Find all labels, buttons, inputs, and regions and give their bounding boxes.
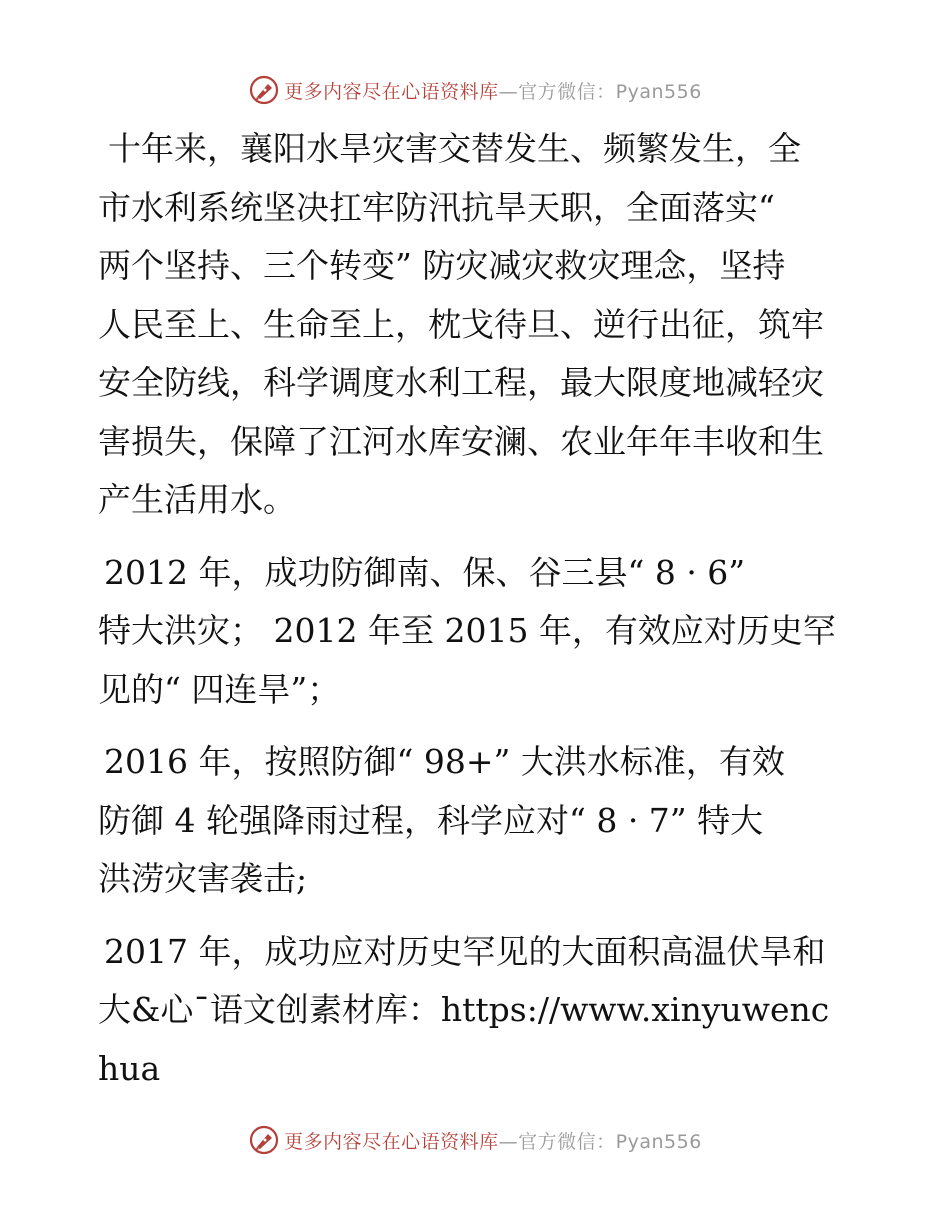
paragraph-2017: 2017 年，成功应对历史罕见的大面积高温伏旱和 大&心¯语文创素材库：https://www.xinyuwenchua — [98, 931, 830, 1088]
header-banner — [0, 72, 950, 108]
footer-wechat: —官方微信：Pyan556 — [498, 1130, 702, 1153]
document-body — [98, 120, 850, 1098]
footer-site-name: 更多内容尽在心语资料库 — [284, 1130, 499, 1153]
pen-nib-logo-icon — [248, 1124, 280, 1156]
pen-nib-logo-icon — [248, 74, 280, 106]
paragraph-intro: 十年来，襄阳水旱灾害交替发生、频繁发生，全 市水利系统坚决扛牢防汛抗旱天职，全面落实“ 两个坚持、三个转变” 防灾减灾救灾理念，坚持 人民至上、生命至上，枕戈待旦、逆行出征，筑牢 安全防线，科学调度水利工程，最大限度地减轻灾 害损失，保障了江河水库安澜、农业年年丰收和生 产生活用水。 — [98, 129, 824, 519]
header-wechat: —官方微信：Pyan556 — [498, 80, 702, 103]
paragraph-2012: 2012 年，成功防御南、保、谷三县“ 8 · 6” 特大洪灾； 2012 年至 2015 年，有效应对历史罕 见的“ 四连旱”； — [98, 552, 836, 709]
paragraph-2016: 2016 年，按照防御“ 98+” 大洪水标准，有效 防御 4 轮强降雨过程，科学应对“ 8 · 7” 特大 洪涝灾害袭击; — [98, 742, 785, 898]
footer-banner — [0, 1122, 950, 1158]
header-site-name: 更多内容尽在心语资料库 — [284, 80, 499, 103]
